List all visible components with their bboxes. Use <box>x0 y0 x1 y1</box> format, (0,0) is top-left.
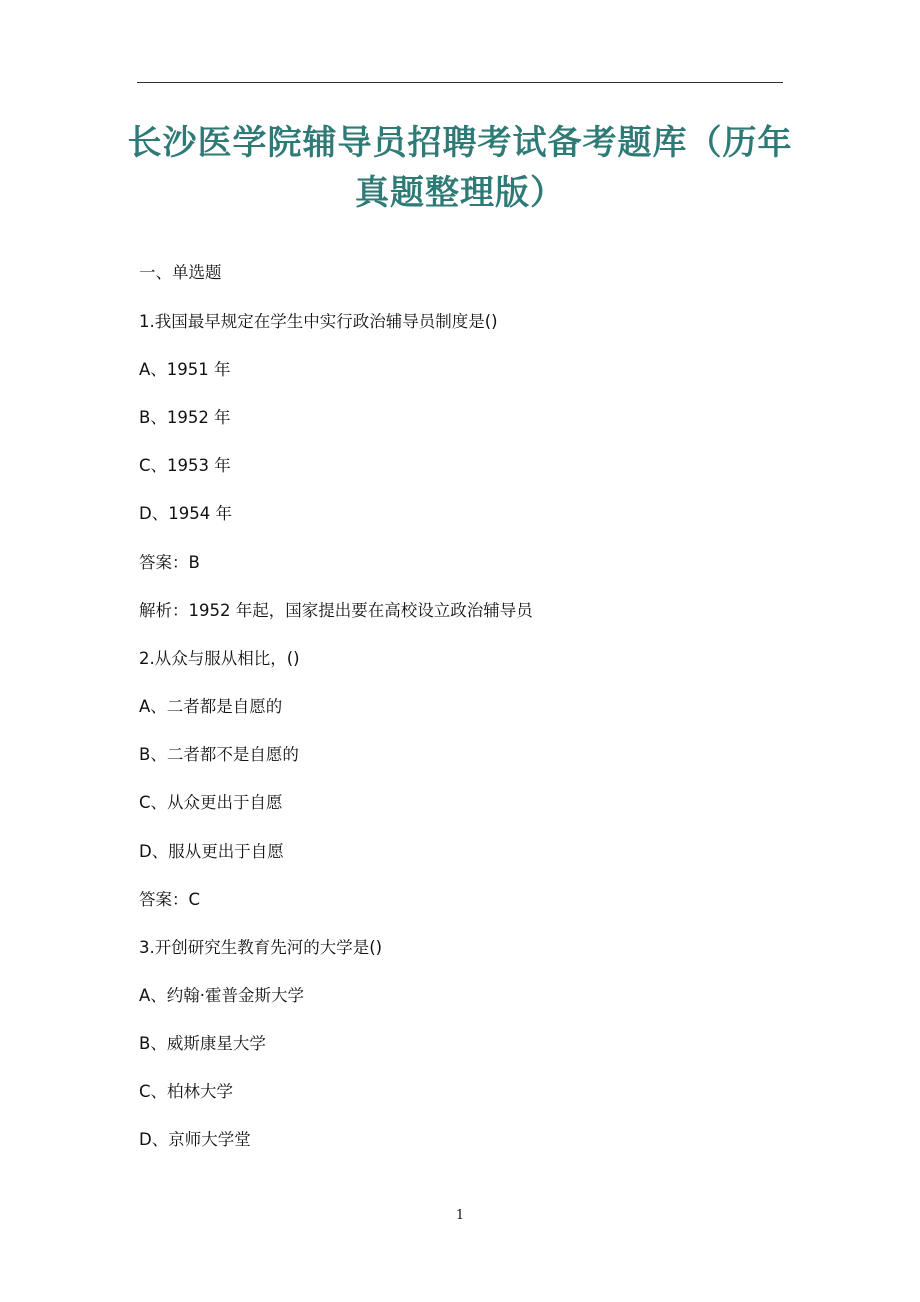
question-2-option-b: B、二者都不是自愿的 <box>139 745 299 764</box>
document-title <box>100 118 820 218</box>
question-1-option-c: C、1953 年 <box>139 456 231 475</box>
question-1-answer: 答案：B <box>139 553 200 572</box>
question-3-option-a: A、约翰·霍普金斯大学 <box>139 986 305 1005</box>
question-3-option-d: D、京师大学堂 <box>139 1130 251 1149</box>
question-3-option-c: C、柏林大学 <box>139 1082 234 1101</box>
question-3-option-b: B、威斯康星大学 <box>139 1034 266 1053</box>
question-1-option-b: B、1952 年 <box>139 408 231 427</box>
question-2-option-a: A、二者都是自愿的 <box>139 697 283 716</box>
question-2-answer: 答案：C <box>139 890 201 909</box>
question-2-stem: 2.从众与服从相比，() <box>139 649 300 668</box>
header-rule <box>137 82 783 83</box>
question-1-option-a: A、1951 年 <box>139 360 231 379</box>
title-line-2: 真题整理版） <box>355 173 565 213</box>
page-number: 1 <box>455 1208 465 1223</box>
question-2-option-c: C、从众更出于自愿 <box>139 793 283 812</box>
section-heading: 一、单选题 <box>139 263 222 282</box>
title-line-1: 长沙医学院辅导员招聘考试备考题库（历年 <box>127 123 793 163</box>
question-2-option-d: D、服从更出于自愿 <box>139 842 284 861</box>
question-1-analysis: 解析：1952 年起，国家提出要在高校设立政治辅导员 <box>139 601 533 620</box>
question-3-stem: 3.开创研究生教育先河的大学是() <box>139 938 383 957</box>
question-1-stem: 1.我国最早规定在学生中实行政治辅导员制度是() <box>139 312 498 331</box>
question-1-option-d: D、1954 年 <box>139 504 232 523</box>
